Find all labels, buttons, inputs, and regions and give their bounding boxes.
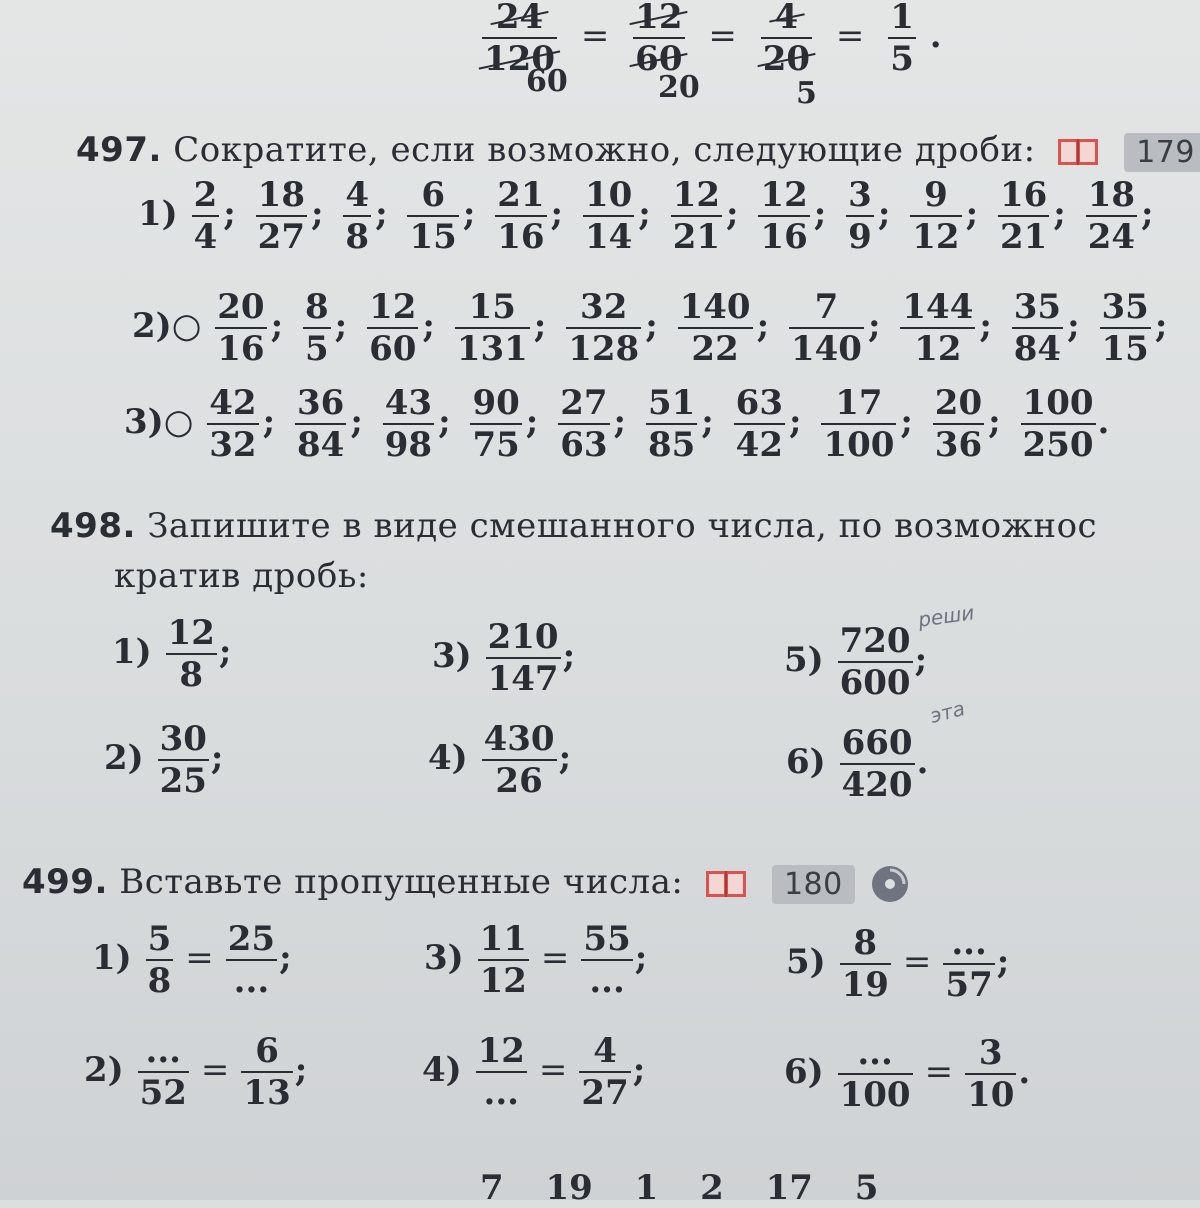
denominator: ... (589, 961, 625, 1001)
separator: ; (867, 306, 881, 346)
numerator: ... (857, 1033, 893, 1073)
exercise-text: кратив дробь: (114, 556, 369, 596)
fraction (207, 383, 258, 465)
separator: ; (756, 306, 770, 346)
denominator: 22 (691, 329, 739, 369)
numerator: 32 (580, 287, 628, 327)
denominator: 13 (243, 1073, 291, 1113)
denominator: ... (483, 1073, 520, 1113)
separator: ; (375, 194, 388, 234)
fraction (407, 175, 458, 257)
exercise-497-row-2 (132, 287, 1173, 369)
handwritten-note: реши (916, 600, 976, 632)
fraction (1021, 383, 1096, 465)
denominator: 27 (581, 1073, 629, 1113)
numerator: 20 (217, 287, 265, 327)
denominator: 36 (934, 425, 983, 465)
fraction (846, 175, 874, 257)
fraction (566, 287, 641, 369)
fraction (761, 0, 812, 79)
annotation-number: 20 (658, 70, 700, 105)
separator: ; (1053, 194, 1066, 234)
fraction (910, 175, 961, 257)
denominator: ... (233, 961, 270, 1001)
fraction (579, 1031, 630, 1113)
denominator: 27 (257, 217, 305, 257)
denominator: 131 (456, 329, 528, 369)
fraction (633, 0, 684, 79)
separator: ; (562, 636, 576, 676)
numerator: 720 (839, 621, 911, 661)
numerator: 140 (679, 287, 751, 327)
denominator: 120 (484, 39, 555, 79)
numerator: 100 (1022, 383, 1094, 423)
item-label: 3) (432, 636, 472, 676)
numerator: 8 (853, 923, 878, 963)
fraction (821, 383, 896, 465)
exercise-text: Сократите, если возможно, следующие дроби: (173, 130, 1036, 170)
separator: ; (726, 194, 739, 234)
denominator: 84 (1013, 329, 1062, 369)
denominator: 9 (848, 217, 872, 257)
denominator: 26 (495, 761, 543, 801)
denominator: 19 (841, 965, 889, 1005)
separator: ; (914, 640, 928, 680)
fraction (495, 175, 546, 257)
separator: ; (223, 194, 236, 234)
exercise-499-item (424, 919, 648, 1001)
fraction (678, 287, 753, 369)
row-label: 1) (138, 194, 178, 234)
separator: ; (218, 632, 232, 672)
row-label: 2)○ (132, 306, 202, 346)
fraction (734, 383, 785, 465)
denominator: 14 (584, 217, 633, 257)
equals-sign: = (902, 942, 932, 982)
numerator: 51 (647, 383, 696, 423)
separator: ; (533, 306, 547, 346)
numerator: 10 (584, 175, 633, 215)
denominator: 60 (635, 39, 683, 79)
item-label: 5) (786, 942, 826, 982)
exercise-498-item (432, 617, 576, 699)
numerator: 11 (479, 919, 527, 959)
separator: ; (877, 194, 891, 234)
item-label: 2) (104, 738, 144, 778)
exercise-text: Вставьте пропущенные числа: (119, 862, 684, 902)
separator: ; (422, 306, 435, 346)
numerator: 63 (735, 383, 783, 423)
separator: ; (270, 306, 284, 346)
fraction (241, 1031, 292, 1113)
exercise-number: 497. (76, 130, 162, 170)
exercise-497-row-1 (138, 175, 1160, 257)
denominator: 15 (1101, 329, 1149, 369)
fraction (943, 923, 994, 1005)
separator: ; (1067, 306, 1080, 346)
numerator: 35 (1013, 287, 1062, 327)
separator: ; (462, 194, 476, 234)
equals-sign: = (200, 1050, 230, 1090)
exercise-498-item (428, 719, 572, 801)
numerator: 35 (1101, 287, 1149, 327)
separator: ; (294, 1050, 308, 1090)
item-label: 6) (784, 1052, 824, 1092)
denominator: 8 (345, 217, 370, 257)
separator: ; (634, 938, 648, 978)
denominator: 60 (369, 329, 417, 369)
exercise-498-item (112, 613, 232, 695)
separator: ; (311, 194, 324, 234)
item-label: 3) (424, 938, 464, 978)
numerator: 27 (560, 383, 608, 423)
numerator: 8 (305, 287, 329, 327)
item-label: 2) (84, 1050, 124, 1090)
denominator: 24 (1087, 217, 1136, 257)
denominator: 140 (790, 329, 862, 369)
fraction (455, 287, 530, 369)
fraction (478, 919, 529, 1001)
book-icon (1057, 137, 1099, 167)
numerator: 6 (421, 175, 445, 215)
fraction (226, 919, 277, 1001)
item-label: 1) (112, 632, 152, 672)
numerator: 42 (209, 383, 257, 423)
exercise-499-title (22, 862, 910, 904)
numerator: 430 (483, 719, 555, 759)
fraction (840, 723, 915, 805)
separator: ; (638, 194, 651, 234)
page-reference-badge: 179 (1124, 133, 1200, 172)
separator: ; (262, 402, 276, 442)
numerator: 2 (193, 175, 218, 215)
denominator: 128 (568, 329, 640, 369)
fraction (998, 175, 1049, 257)
separator: ; (813, 194, 827, 234)
equals-sign: = (580, 16, 610, 56)
numerator: 3 (848, 175, 872, 215)
fraction (900, 287, 975, 369)
denominator: 100 (839, 1075, 911, 1115)
denominator: 12 (479, 961, 527, 1001)
exercise-498-item (786, 723, 929, 805)
exercise-499-item (422, 1031, 646, 1113)
separator: ; (900, 402, 913, 442)
separator: ; (996, 942, 1010, 982)
fraction (158, 719, 209, 801)
fraction (146, 919, 174, 1001)
fraction (671, 175, 722, 257)
annotation-number: 5 (796, 76, 817, 111)
denominator: 63 (560, 425, 608, 465)
denominator: 5 (305, 329, 329, 369)
fraction (965, 1033, 1016, 1115)
fraction (383, 383, 434, 465)
numerator: 210 (487, 617, 559, 657)
separator: ; (1154, 306, 1168, 346)
separator: ; (334, 306, 348, 346)
fraction (295, 383, 346, 465)
numerator: 18 (257, 175, 305, 215)
numerator: 16 (999, 175, 1048, 215)
denominator: 57 (945, 965, 993, 1005)
fraction (1012, 287, 1063, 369)
denominator: 98 (384, 425, 433, 465)
denominator: 85 (647, 425, 696, 465)
denominator: 5 (890, 39, 914, 79)
fraction (192, 175, 220, 257)
exercise-number: 499. (22, 862, 108, 902)
numerator: 17 (835, 383, 883, 423)
equals-sign: = (708, 16, 737, 56)
numerator: 12 (760, 175, 808, 215)
exercise-499-item (786, 923, 1010, 1005)
fraction (1086, 175, 1137, 257)
fraction (367, 287, 418, 369)
numerator: 12 (477, 1031, 525, 1071)
exercise-498-title-line2 (114, 556, 369, 596)
numerator: 15 (468, 287, 516, 327)
denominator: 147 (487, 659, 559, 699)
denominator: 52 (139, 1073, 187, 1113)
numerator: 144 (902, 287, 974, 327)
separator: ; (1141, 194, 1154, 234)
denominator: 4 (193, 217, 218, 257)
fraction (303, 287, 331, 369)
exercise-text: Запишите в виде смешанного числа, по возможнос (147, 506, 1098, 546)
denominator: 10 (967, 1075, 1015, 1115)
denominator: 84 (297, 425, 345, 465)
fraction (138, 1031, 189, 1113)
numerator: 4 (774, 0, 799, 37)
equals-sign: = (185, 938, 214, 978)
exercise-499-item (92, 919, 292, 1001)
denominator: 12 (912, 217, 960, 257)
denominator: 42 (735, 425, 783, 465)
numerator: 12 (369, 287, 417, 327)
denominator: 16 (217, 329, 265, 369)
exercise-498-item (104, 719, 224, 801)
exercise-498-item (784, 621, 928, 703)
separator: ; (701, 402, 714, 442)
separator: ; (210, 738, 224, 778)
separator: ; (979, 306, 992, 346)
denominator: 21 (999, 217, 1048, 257)
denominator: 20 (762, 39, 811, 79)
separator: ; (789, 402, 802, 442)
item-label: 4) (428, 738, 468, 778)
denominator: 600 (839, 663, 911, 703)
numerator: 90 (472, 383, 520, 423)
exercise-497-row-3 (124, 383, 1110, 465)
separator: ; (965, 194, 979, 234)
exercise-497-title (76, 130, 1200, 172)
exercise-499-item (784, 1033, 1031, 1115)
numerator: 43 (384, 383, 433, 423)
numerator: 1 (890, 0, 914, 37)
equals-sign: = (540, 938, 570, 978)
separator: . (1018, 1052, 1031, 1092)
denominator: 21 (672, 217, 721, 257)
fraction (476, 1031, 527, 1113)
numerator: 7 (814, 287, 839, 327)
row-label: 3)○ (124, 402, 194, 442)
numerator: 4 (593, 1031, 617, 1071)
period: . (929, 16, 942, 56)
fraction (581, 919, 632, 1001)
numerator: ... (145, 1031, 182, 1071)
numerator: 5 (147, 919, 172, 959)
denominator: 32 (209, 425, 257, 465)
denominator: 25 (159, 761, 207, 801)
denominator: 12 (914, 329, 962, 369)
separator: ; (279, 938, 292, 978)
fraction (789, 287, 864, 369)
fraction (838, 1033, 913, 1115)
equals-sign: = (538, 1050, 568, 1090)
denominator: 16 (497, 217, 545, 257)
numerator: 4 (345, 175, 370, 215)
numerator: 6 (255, 1031, 279, 1071)
fraction (838, 621, 913, 703)
numerator: 30 (159, 719, 207, 759)
fraction (486, 617, 561, 699)
period: . (1097, 402, 1110, 442)
numerator: 12 (635, 0, 683, 37)
numerator: 55 (583, 919, 631, 959)
equals-sign: = (835, 16, 865, 56)
denominator: 420 (841, 765, 913, 805)
annotation-number: 60 (526, 64, 568, 99)
fraction (888, 0, 916, 79)
item-label: 4) (422, 1050, 462, 1090)
disc-icon (870, 864, 910, 904)
fraction (933, 383, 984, 465)
fraction (646, 383, 697, 465)
equals-sign: = (924, 1052, 954, 1092)
fraction (215, 287, 266, 369)
fraction (343, 175, 371, 257)
denominator: 250 (1022, 425, 1094, 465)
item-label: 1) (92, 938, 132, 978)
fraction (583, 175, 634, 257)
separator: ; (645, 306, 658, 346)
numerator: ... (951, 923, 987, 963)
page-reference-badge: 180 (772, 865, 855, 904)
fraction (470, 383, 521, 465)
denominator: 75 (472, 425, 520, 465)
book-icon (705, 869, 747, 899)
numerator: 20 (934, 383, 983, 423)
fraction (558, 383, 609, 465)
separator: ; (988, 402, 1001, 442)
numerator: 24 (495, 0, 544, 37)
fraction (840, 923, 891, 1005)
separator: ; (550, 194, 564, 234)
bottom-cutoff-numbers (480, 1168, 878, 1208)
numerator: 3 (978, 1033, 1003, 1073)
numerator: 660 (841, 723, 913, 763)
fraction (1100, 287, 1151, 369)
separator: ; (350, 402, 363, 442)
numerator: 25 (227, 919, 276, 959)
separator: ; (525, 402, 539, 442)
handwritten-note: эта (927, 696, 968, 728)
separator: ; (438, 402, 451, 442)
denominator: 100 (823, 425, 895, 465)
denominator: 15 (409, 217, 457, 257)
separator: ; (558, 738, 572, 778)
separator: . (916, 742, 929, 782)
denominator: 16 (760, 217, 808, 257)
fraction (256, 175, 307, 257)
denominator: 8 (179, 655, 204, 695)
separator: ; (632, 1050, 646, 1090)
item-label: 5) (784, 640, 824, 680)
numerator: 12 (167, 613, 215, 653)
exercise-number: 498. (50, 506, 136, 546)
numerator: 18 (1087, 175, 1136, 215)
numerator: 12 (672, 175, 721, 215)
fraction (482, 719, 557, 801)
denominator: 8 (147, 961, 172, 1001)
numerator: 21 (497, 175, 545, 215)
exercise-498-title (50, 506, 1097, 546)
exercise-499-item (84, 1031, 308, 1113)
item-label: 6) (786, 742, 826, 782)
numerator: 36 (297, 383, 345, 423)
fraction (166, 613, 217, 695)
separator: ; (613, 402, 627, 442)
cutoff-text: 7 19 1 2 17 5 (480, 1168, 879, 1208)
fraction (758, 175, 809, 257)
numerator: 9 (924, 175, 948, 215)
